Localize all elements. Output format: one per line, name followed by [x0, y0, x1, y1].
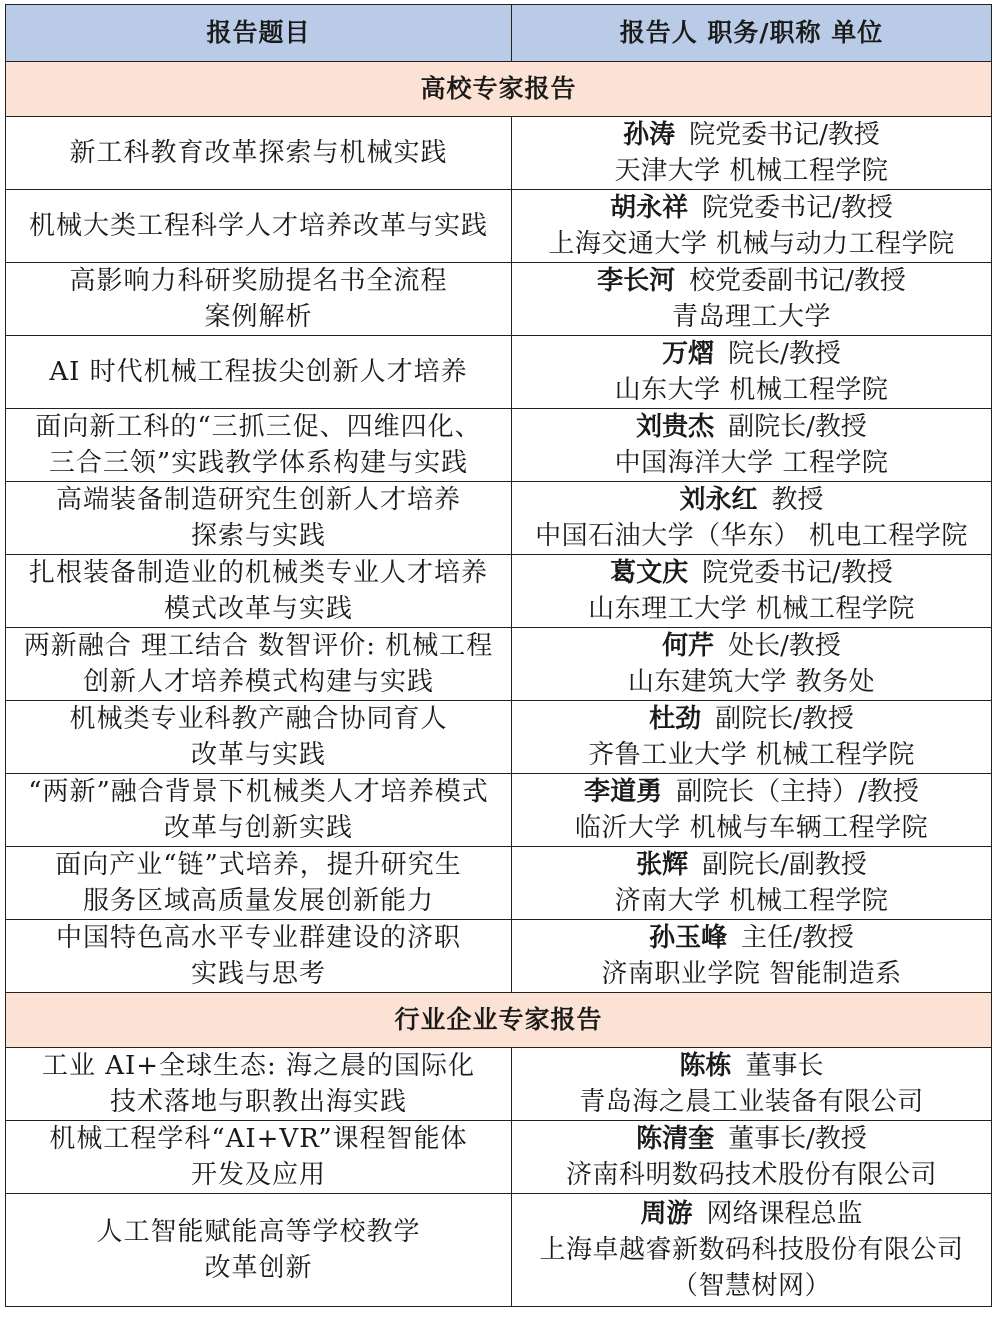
- speaker-line: [516, 482, 987, 518]
- speaker-line: [516, 1121, 987, 1157]
- speaker-cell: [512, 482, 992, 555]
- speaker-affiliation: 临沂大学 机械与车辆工程学院: [574, 813, 929, 843]
- speaker-title: 校党委副书记/教授: [689, 266, 906, 296]
- speaker-cell: [512, 920, 992, 993]
- speaker-cell: [512, 628, 992, 701]
- report-row: [6, 336, 992, 409]
- report-row: [6, 263, 992, 336]
- speaker-cell: [512, 336, 992, 409]
- speaker-line: [516, 847, 987, 883]
- report-topic-line: 服务区域高质量发展创新能力: [82, 886, 434, 916]
- report-topic-cell: [6, 482, 512, 555]
- report-row: [6, 555, 992, 628]
- report-row: [6, 628, 992, 701]
- report-topic-line: 实践与思考: [190, 959, 326, 989]
- report-topic-cell: [6, 847, 512, 920]
- report-row: [6, 1048, 992, 1121]
- speaker-title: 院党委书记/教授: [689, 120, 880, 150]
- speaker-line: [516, 190, 987, 226]
- header-speaker: 报告人 职务/职称 单位: [512, 5, 992, 62]
- speaker-cell: [512, 774, 992, 847]
- speaker-title: 院党委书记/教授: [702, 193, 893, 223]
- report-row: [6, 774, 992, 847]
- report-topic-line: 三合三领”实践教学体系构建与实践: [48, 448, 469, 478]
- speaker-cell: [512, 263, 992, 336]
- report-topic-cell: [6, 920, 512, 993]
- speaker-line: [516, 555, 987, 591]
- report-topic-cell: [6, 555, 512, 628]
- report-topic-cell: [6, 1121, 512, 1194]
- speaker-affiliation: 济南科明数码技术股份有限公司: [565, 1160, 937, 1190]
- speaker-affiliation: 山东大学 机械工程学院: [614, 375, 889, 405]
- report-row: [6, 847, 992, 920]
- speaker-cell: [512, 117, 992, 190]
- speaker-line: [516, 1048, 987, 1084]
- report-topic-line: “两新”融合背景下机械类人才培养模式: [28, 777, 489, 807]
- speaker-title: 董事长: [745, 1051, 824, 1081]
- speaker-title: 主任/教授: [741, 923, 854, 953]
- report-topic-cell: [6, 628, 512, 701]
- speaker-affiliation: 山东理工大学 机械工程学院: [588, 594, 915, 624]
- speaker-title: 教授: [771, 485, 824, 515]
- speaker-affiliation: 上海交通大学 机械与动力工程学院: [548, 229, 955, 259]
- speaker-line: [516, 774, 987, 810]
- report-topic-line: 中国特色高水平专业群建设的济职: [55, 923, 461, 953]
- report-topic-line: 技术落地与职教出海实践: [109, 1087, 407, 1117]
- report-topic-line: 面向新工科的“三抓三促、四维四化、: [35, 412, 482, 442]
- speaker-title: 董事长/教授: [728, 1124, 867, 1154]
- speaker-name: 张辉: [636, 850, 689, 880]
- speaker-affiliation: 济南大学 机械工程学院: [614, 886, 889, 916]
- speaker-affiliation: 中国海洋大学 工程学院: [614, 448, 889, 478]
- report-topic-cell: [6, 263, 512, 336]
- report-row: [6, 117, 992, 190]
- speaker-cell: [512, 1194, 992, 1307]
- speaker-line: [516, 117, 987, 153]
- speaker-title: 院党委书记/教授: [702, 558, 893, 588]
- speaker-line: [516, 920, 987, 956]
- speaker-name: 陈栋: [679, 1051, 732, 1081]
- report-topic-line: 改革与创新实践: [163, 813, 353, 843]
- speaker-affiliation: 齐鲁工业大学 机械工程学院: [588, 740, 915, 770]
- report-topic-cell: [6, 1194, 512, 1307]
- report-schedule-table: [5, 4, 992, 1307]
- speaker-cell: [512, 1048, 992, 1121]
- speaker-name: 李长河: [597, 266, 676, 296]
- speaker-cell: [512, 847, 992, 920]
- report-topic-cell: [6, 409, 512, 482]
- speaker-cell: [512, 555, 992, 628]
- speaker-affiliation: 天津大学 机械工程学院: [614, 156, 889, 186]
- speaker-affiliation: 青岛理工大学: [671, 302, 831, 332]
- speaker-name: 刘贵杰: [636, 412, 715, 442]
- report-row: [6, 482, 992, 555]
- report-topic-cell: [6, 701, 512, 774]
- speaker-name: 胡永祥: [610, 193, 689, 223]
- report-topic-line: 高端装备制造研究生创新人才培养: [55, 485, 461, 515]
- report-topic-line: 机械工程学科“AI+VR”课程智能体: [49, 1124, 468, 1154]
- report-topic-line: 机械类专业科教产融合协同育人: [69, 704, 448, 734]
- speaker-name: 刘永红: [679, 485, 758, 515]
- speaker-affiliation: 青岛海之晨工业装备有限公司: [579, 1087, 924, 1117]
- report-topic-line: 新工科教育改革探索与机械实践: [69, 138, 448, 168]
- table-body: [6, 5, 992, 1307]
- report-row: [6, 1194, 992, 1307]
- speaker-cell: [512, 409, 992, 482]
- report-topic-cell: [6, 1048, 512, 1121]
- report-topic-line: AI 时代机械工程拔尖创新人才培养: [49, 357, 468, 387]
- speaker-affiliation: 山东建筑大学 教务处: [627, 667, 876, 697]
- speaker-name: 万熠: [662, 339, 715, 369]
- speaker-name: 周游: [640, 1199, 693, 1229]
- report-topic-line: 高影响力科研奖励提名书全流程: [69, 266, 448, 296]
- speaker-name: 李道勇: [584, 777, 663, 807]
- speaker-affiliation: 济南职业学院 智能制造系: [601, 959, 902, 989]
- speaker-name: 陈清奎: [636, 1124, 715, 1154]
- header-topic: 报告题目: [6, 5, 512, 62]
- report-topic-line: 改革与实践: [190, 740, 326, 770]
- section-header-row: [6, 993, 992, 1048]
- report-topic-line: 案例解析: [204, 302, 313, 332]
- report-topic-line: 两新融合 理工结合 数智评价: 机械工程: [23, 631, 494, 661]
- speaker-name: 杜劲: [649, 704, 702, 734]
- speaker-cell: [512, 1121, 992, 1194]
- report-topic-line: 探索与实践: [190, 521, 326, 551]
- section-title: 行业企业专家报告: [6, 993, 992, 1048]
- report-topic-cell: [6, 336, 512, 409]
- speaker-name: 孙涛: [623, 120, 676, 150]
- report-topic-line: 扎根装备制造业的机械类专业人才培养: [28, 558, 488, 588]
- speaker-title: 副院长（主持）/教授: [676, 777, 919, 807]
- report-topic-line: 机械大类工程科学人才培养改革与实践: [28, 211, 488, 241]
- report-topic-line: 工业 AI+全球生态: 海之晨的国际化: [41, 1051, 476, 1081]
- speaker-affiliation: （智慧树网）: [671, 1271, 831, 1301]
- speaker-line: [516, 336, 987, 372]
- speaker-name: 葛文庆: [610, 558, 689, 588]
- header-row: [6, 5, 992, 62]
- report-topic-line: 开发及应用: [190, 1160, 326, 1190]
- speaker-affiliation: 中国石油大学（华东） 机电工程学院: [535, 521, 968, 551]
- speaker-line: [516, 409, 987, 445]
- speaker-name: 何芹: [662, 631, 715, 661]
- speaker-cell: [512, 190, 992, 263]
- report-row: [6, 190, 992, 263]
- report-row: [6, 701, 992, 774]
- report-topic-cell: [6, 190, 512, 263]
- report-topic-line: 创新人才培养模式构建与实践: [82, 667, 434, 697]
- speaker-name: 孙玉峰: [649, 923, 728, 953]
- speaker-title: 网络课程总监: [706, 1199, 863, 1229]
- report-topic-line: 人工智能赋能高等学校教学: [96, 1217, 421, 1247]
- speaker-title: 副院长/副教授: [702, 850, 867, 880]
- section-header-row: [6, 62, 992, 117]
- speaker-title: 院长/教授: [728, 339, 841, 369]
- section-title: 高校专家报告: [6, 62, 992, 117]
- speaker-title: 副院长/教授: [715, 704, 854, 734]
- report-topic-line: 模式改革与实践: [163, 594, 353, 624]
- speaker-title: 处长/教授: [728, 631, 841, 661]
- report-topic-line: 改革创新: [204, 1253, 313, 1283]
- report-topic-line: 面向产业“链”式培养，提升研究生: [55, 850, 462, 880]
- speaker-line: [516, 701, 987, 737]
- report-topic-cell: [6, 117, 512, 190]
- speaker-line: [516, 263, 987, 299]
- speaker-cell: [512, 701, 992, 774]
- report-row: [6, 1121, 992, 1194]
- report-topic-cell: [6, 774, 512, 847]
- report-row: [6, 409, 992, 482]
- speaker-line: [516, 1196, 987, 1232]
- speaker-title: 副院长/教授: [728, 412, 867, 442]
- speaker-affiliation: 上海卓越睿新数码科技股份有限公司: [539, 1235, 964, 1265]
- speaker-line: [516, 628, 987, 664]
- report-row: [6, 920, 992, 993]
